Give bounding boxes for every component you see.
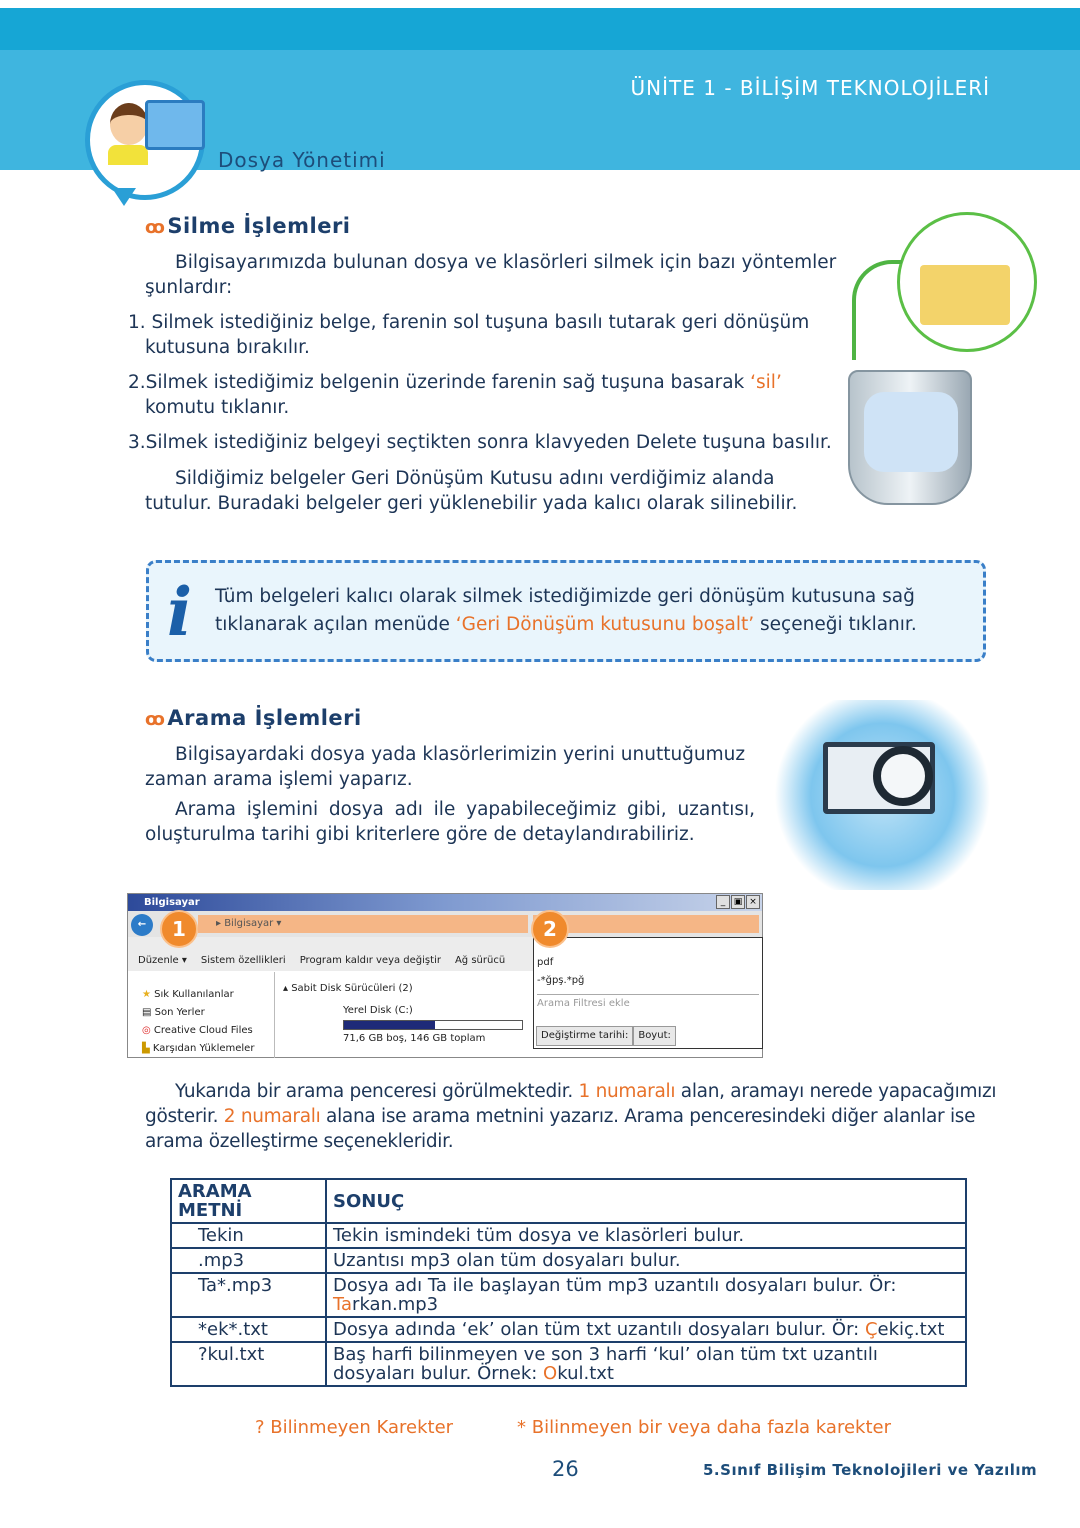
nav-downloads[interactable]: ▙ Karşıdan Yüklemeler [142, 1043, 255, 1054]
arrow-icon [852, 260, 902, 360]
book-title: 5.Sınıf Bilişim Teknolojileri ve Yazılım [703, 1461, 1038, 1479]
badge-1: 1 [160, 910, 198, 948]
search-p1: Bilgisayardaki dosya yada klasörlerimizin yerini unuttuğumuz zaman arama işlemi yaparız. [145, 744, 746, 790]
filter-size-button[interactable]: Boyut: [633, 1026, 676, 1046]
table-row: Ta*.mp3 Dosya adı Ta ile başlayan tüm mp3 uzantılı dosyaları bulur. Ör: Tarkan.mp3 [171, 1273, 966, 1317]
search-image [775, 700, 990, 890]
delete-item-3: 3.Silmek istediğiniz belgeyi seçtikten sonra klavyeden Delete tuşuna basılır. [128, 432, 832, 453]
delete-outro: Sildiğimiz belgeler Geri Dönüşüm Kutusu adını verdiğimiz alanda tutulur. Buradaki belgeler geri yüklenebilir yada kalıcı olarak silinebilir. [145, 468, 798, 514]
toolbar-network-drive[interactable]: Ağ sürücü [454, 955, 506, 966]
disk-usage-bar [343, 1020, 523, 1030]
nav-creative-cloud[interactable]: ◎ Creative Cloud Files [142, 1025, 253, 1036]
disk-name[interactable]: Yerel Disk (C:) [343, 1005, 413, 1016]
table-row: Tekin Tekin ismindeki tüm dosya ve klasörleri bulur. [171, 1223, 966, 1248]
magnifier-icon [873, 746, 933, 806]
folder-image [897, 212, 1037, 352]
glasses-icon: ꝏ [145, 709, 166, 730]
page-number: 26 [552, 1457, 579, 1481]
restore-button[interactable]: ▣ [731, 895, 745, 909]
table-row: *ek*.txt Dosya adında ‘ek’ olan tüm txt uzantılı dosyaları bulur. Ör: Çekiç.txt [171, 1317, 966, 1342]
minimize-button[interactable]: _ [716, 895, 730, 909]
info-text: Tüm belgeleri kalıcı olarak silmek istediğimizde geri dönüşüm kutusuna sağ tıklanarak açılan menüde ‘Geri Dönüşüm kutusunu boşalt’ seçeneği tıklanır. [215, 586, 917, 635]
search-table [170, 1178, 967, 1387]
drive-group[interactable]: ▴ Sabit Disk Sürücüleri (2) [283, 983, 413, 994]
delete-item-2: 2.Silmek istediğimiz belgenin üzerinde farenin sağ tuşuna basarak ‘sil’ komutu tıklanır. [128, 372, 782, 418]
delete-intro: Bilgisayarımızda bulunan dosya ve klasörleri silmek için bazı yöntemler şunlardır: [145, 252, 837, 298]
mascot-avatar [85, 80, 205, 200]
badge-2: 2 [531, 910, 569, 948]
toolbar-organize[interactable]: Düzenle ▾ [138, 955, 187, 966]
disk-info: 71,6 GB boş, 146 GB toplam [343, 1033, 486, 1044]
close-button[interactable]: × [746, 895, 760, 909]
legend-star: * Bilinmeyen bir veya daha fazla karekter [517, 1417, 891, 1438]
col-header: ARAMA METNİ [171, 1179, 326, 1223]
search-heading: ꝏArama İşlemleri [145, 706, 362, 730]
filter-date-button[interactable]: Değiştirme tarihi: [536, 1026, 633, 1046]
unit-title: ÜNİTE 1 - BİLİŞİM TEKNOLOJİLERİ [630, 76, 990, 100]
back-button[interactable]: ← [131, 914, 153, 936]
col-header: SONUÇ [326, 1179, 966, 1223]
explain-text: Yukarıda bir arama penceresi görülmektedir. 1 numaralı alan, aramayı nerede yapacağımızı gösterir. 2 numaralı alana ise arama metnini yazarız. Arama penceresindeki diğer alanlar ise arama özelleştirme seçenekleridir. [145, 1081, 997, 1152]
suggestion[interactable]: pdf [537, 957, 554, 968]
toolbar-system-properties[interactable]: Sistem özellikleri [200, 955, 286, 966]
window-title: Bilgisayar [128, 894, 762, 911]
speech-tail [112, 188, 136, 206]
filter-label: Arama Filtresi ekle [537, 994, 759, 1013]
section-title: Dosya Yönetimi [218, 148, 386, 172]
search-dropdown [533, 937, 763, 1049]
nav-favorites[interactable]: ★ Sık Kullanılanlar [142, 989, 234, 1000]
table-row: .mp3 Uzantısı mp3 olan tüm dosyaları bulur. [171, 1248, 966, 1273]
address-bar[interactable]: ▸ Bilgisayar ▾ [198, 915, 528, 933]
delete-item-1: 1. Silmek istediğiniz belge, farenin sol tuşuna basılı tutarak geri dönüşüm kutusuna bırakılır. [128, 312, 810, 358]
recycle-bin-image [848, 370, 972, 505]
legend-question: ? Bilinmeyen Karekter [255, 1417, 454, 1438]
nav-pane [142, 986, 254, 1058]
delete-heading: ꝏSilme İşlemleri [145, 214, 351, 238]
computer-icon [145, 100, 205, 150]
info-box [146, 560, 986, 662]
header-band-top [0, 8, 1080, 50]
toolbar-uninstall[interactable]: Program kaldır veya değiştir [299, 955, 441, 966]
nav-recent[interactable]: ▤ Son Yerler [142, 1007, 205, 1018]
suggestion[interactable]: -*ğpş.*pğ [537, 975, 585, 986]
folder-icon [920, 265, 1010, 325]
glasses-icon: ꝏ [145, 217, 166, 238]
search-p2: Arama işlemini dosya adı ile yapabileceğimiz gibi, uzantısı, oluşturulma tarihi gibi kriterlere göre de detaylandırabiliriz. [145, 799, 755, 845]
table-row: ?kul.txt Baş harfi bilinmeyen ve son 3 harfi ‘kul’ olan tüm txt uzantılı dosyaları bulur. Örnek: Okul.txt [171, 1342, 966, 1386]
info-icon: i [167, 573, 193, 651]
explorer-window [127, 893, 763, 1058]
